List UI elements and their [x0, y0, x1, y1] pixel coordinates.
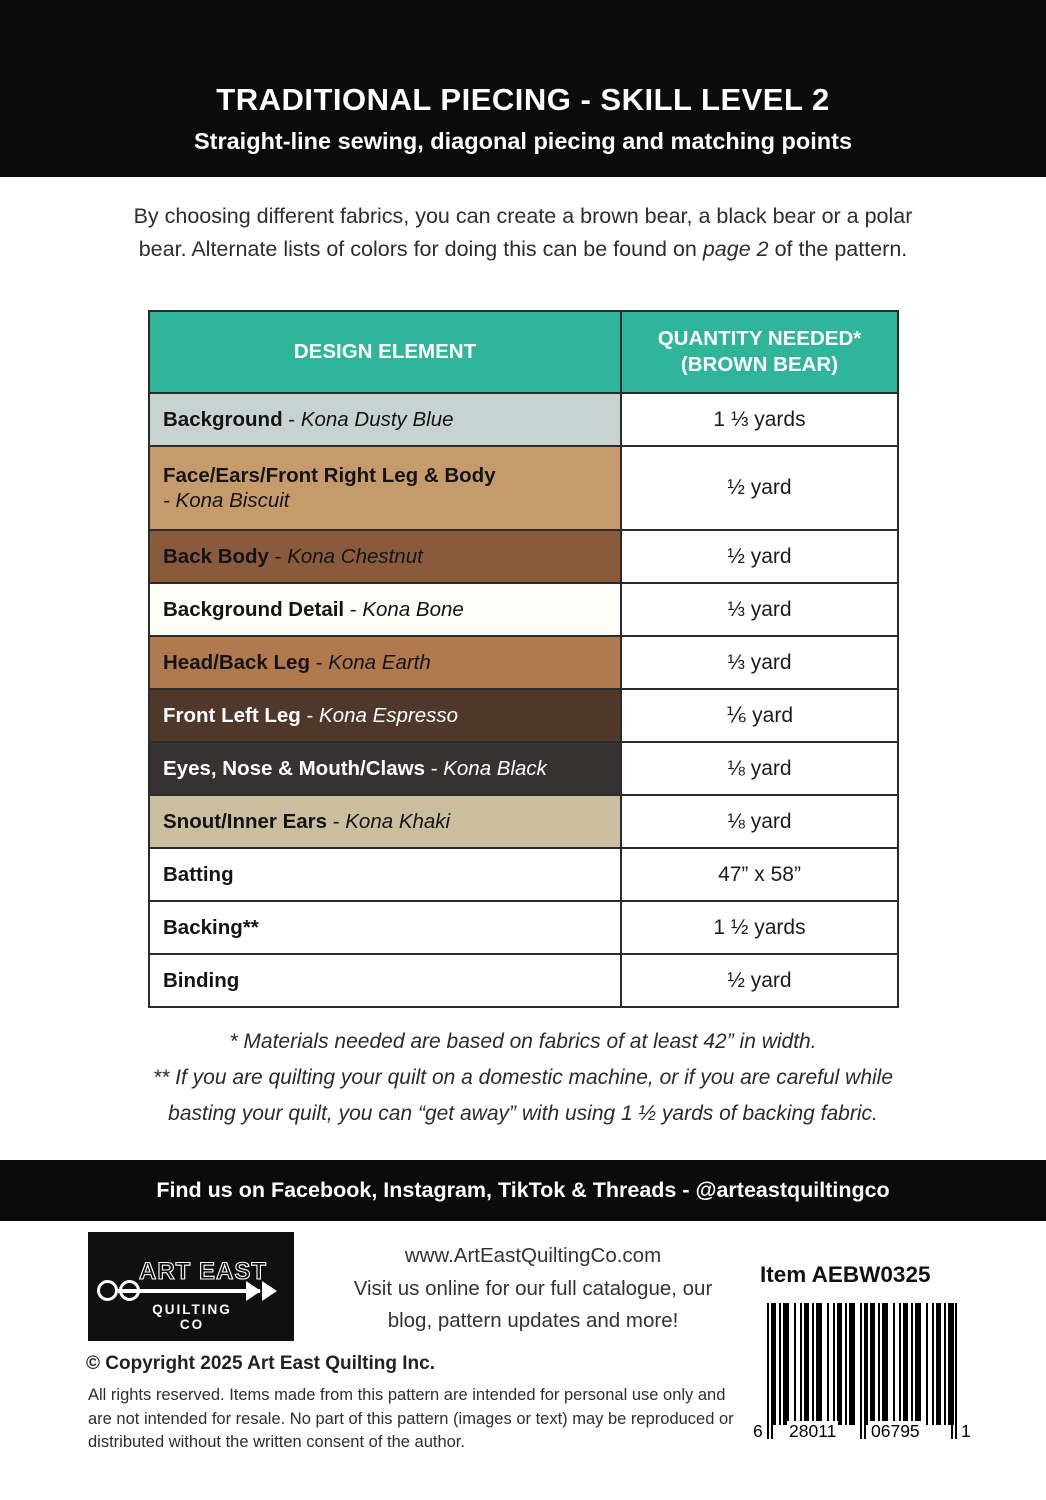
footnote-2-line-1: ** If you are quilting your quilt on a domestic machine, or if you are careful while [152, 1066, 894, 1089]
quantity-cell: ½ yard [621, 954, 898, 1007]
arrowhead-icon [246, 1281, 261, 1301]
design-element-name: Back Body [163, 545, 269, 568]
quantity-cell: ⅓ yard [621, 583, 898, 636]
design-element-name: Face/Ears/Front Right Leg & Body [163, 464, 496, 487]
fabric-name: Kona Bone [362, 598, 464, 621]
table-row [149, 689, 898, 742]
design-element-cell [149, 901, 621, 954]
design-element-name: Background Detail [163, 598, 345, 621]
design-element-cell [149, 393, 621, 446]
table-row [149, 848, 898, 901]
design-element-cell [149, 689, 621, 742]
design-element-cell [149, 446, 621, 530]
barcode-digit-group: 6 [753, 1421, 763, 1441]
arrow-icon [118, 1289, 260, 1293]
quantity-header-line-2: (BROWN BEAR) [680, 353, 839, 376]
dash-separator: - [268, 545, 288, 568]
table-row [149, 393, 898, 446]
social-band [0, 1160, 1046, 1221]
table-row [149, 636, 898, 689]
dash-separator: - [344, 598, 363, 621]
legal-line-3: distributed without the written consent of the author. [88, 1433, 465, 1451]
materials-table-body [149, 393, 898, 1007]
intro-line-1: By choosing different fabrics, you can create a brown bear, a black bear or a polar [133, 204, 913, 228]
footnote-1: * Materials needed are based on fabrics of at least 42” in width. [229, 1030, 817, 1053]
design-element-cell [149, 583, 621, 636]
quantity-cell: 1 ½ yards [621, 901, 898, 954]
quantity-cell: ⅓ yard [621, 636, 898, 689]
design-element-name: Eyes, Nose & Mouth/Claws [163, 757, 426, 780]
dash-separator: - [327, 810, 346, 833]
quantity-cell: 47” x 58” [621, 848, 898, 901]
intro-paragraph [0, 200, 1046, 266]
dash-separator: - [309, 651, 329, 674]
table-row [149, 742, 898, 795]
website-url: www.ArtEastQuiltingCo.com [404, 1244, 662, 1267]
quantity-cell: ⅛ yard [621, 795, 898, 848]
fabric-name: Kona Earth [328, 651, 431, 674]
table-row [149, 446, 898, 530]
legal-line-1: All rights reserved. Items made from this pattern are intended for personal use only and [88, 1386, 726, 1404]
materials-table [148, 310, 899, 1008]
intro-line-2-end: of the pattern. [768, 237, 908, 261]
quantity-cell: ½ yard [621, 530, 898, 583]
barcode-bars [767, 1303, 957, 1425]
logo-quilting-co-text: QUILTING CO [152, 1302, 232, 1332]
dash-separator: - [300, 704, 320, 727]
table-row [149, 530, 898, 583]
quantity-cell: ⅙ yard [621, 689, 898, 742]
copyright-line: © Copyright 2025 Art East Quilting Inc. [86, 1353, 436, 1374]
website-tagline-1: Visit us online for our full catalogue, our [353, 1276, 713, 1300]
quantity-cell: ⅛ yard [621, 742, 898, 795]
art-east-logo [88, 1232, 294, 1341]
barcode-digit-group: 28011 [789, 1421, 837, 1441]
legal-line-2: are not intended for resale. No part of this pattern (images or text) may be reproduced or [88, 1409, 734, 1428]
arrowhead-icon [262, 1281, 277, 1301]
design-element-cell [149, 742, 621, 795]
table-row [149, 795, 898, 848]
barcode-digit-group: 1 [961, 1421, 971, 1441]
design-element-name: Snout/Inner Ears [163, 810, 328, 833]
dash-separator: - [282, 408, 301, 431]
design-element-name: Front Left Leg [163, 704, 301, 727]
quantity-cell: 1 ⅓ yards [621, 393, 898, 446]
design-element-cell [149, 636, 621, 689]
fabric-name: Kona Chestnut [287, 545, 423, 568]
column-header-quantity [621, 311, 898, 393]
fabric-name: - Kona Biscuit [163, 489, 290, 512]
website-info [333, 1240, 733, 1338]
design-element-cell [149, 848, 621, 901]
footnote-2-line-2: basting your quilt, you can “get away” with using 1 ½ yards of backing fabric. [168, 1102, 878, 1125]
design-element-name: Head/Back Leg [163, 651, 310, 674]
footnotes [0, 1024, 1046, 1132]
legal-text [88, 1384, 778, 1455]
header-band [0, 0, 1046, 177]
logo-art-east-text: ART EAST [139, 1258, 267, 1285]
page-title: TRADITIONAL PIECING - SKILL LEVEL 2 [216, 82, 830, 117]
design-element-cell [149, 530, 621, 583]
design-element-name: Binding [163, 969, 240, 992]
glasses-icon [97, 1280, 118, 1301]
barcode [753, 1303, 971, 1453]
fabric-name: Kona Dusty Blue [300, 408, 454, 431]
fabric-name: Kona Khaki [345, 810, 451, 833]
item-number: Item AEBW0325 [760, 1262, 931, 1287]
intro-line-2: bear. Alternate lists of colors for doing this can be found on [138, 237, 703, 261]
design-element-name: Backing** [163, 916, 259, 939]
table-header-row [149, 311, 898, 393]
social-text: Find us on Facebook, Instagram, TikTok & Threads - @arteastquiltingco [156, 1178, 890, 1202]
fabric-name: Kona Black [443, 757, 547, 780]
table-row [149, 954, 898, 1007]
column-header-design-element: DESIGN ELEMENT [149, 311, 621, 393]
barcode-digit-group: 06795 [871, 1421, 920, 1441]
design-element-cell [149, 795, 621, 848]
intro-page-ref: page 2 [702, 237, 769, 261]
design-element-name: Batting [163, 863, 234, 886]
table-row [149, 901, 898, 954]
page-subtitle: Straight-line sewing, diagonal piecing and matching points [193, 128, 853, 154]
quantity-header-line-1: QUANTITY NEEDED* [657, 327, 862, 350]
fabric-name: Kona Espresso [319, 704, 459, 727]
design-element-name: Background [163, 408, 283, 431]
table-row [149, 583, 898, 636]
quantity-cell: ½ yard [621, 446, 898, 530]
design-element-cell [149, 954, 621, 1007]
website-tagline-2: blog, pattern updates and more! [387, 1309, 679, 1332]
dash-separator: - [425, 757, 444, 780]
